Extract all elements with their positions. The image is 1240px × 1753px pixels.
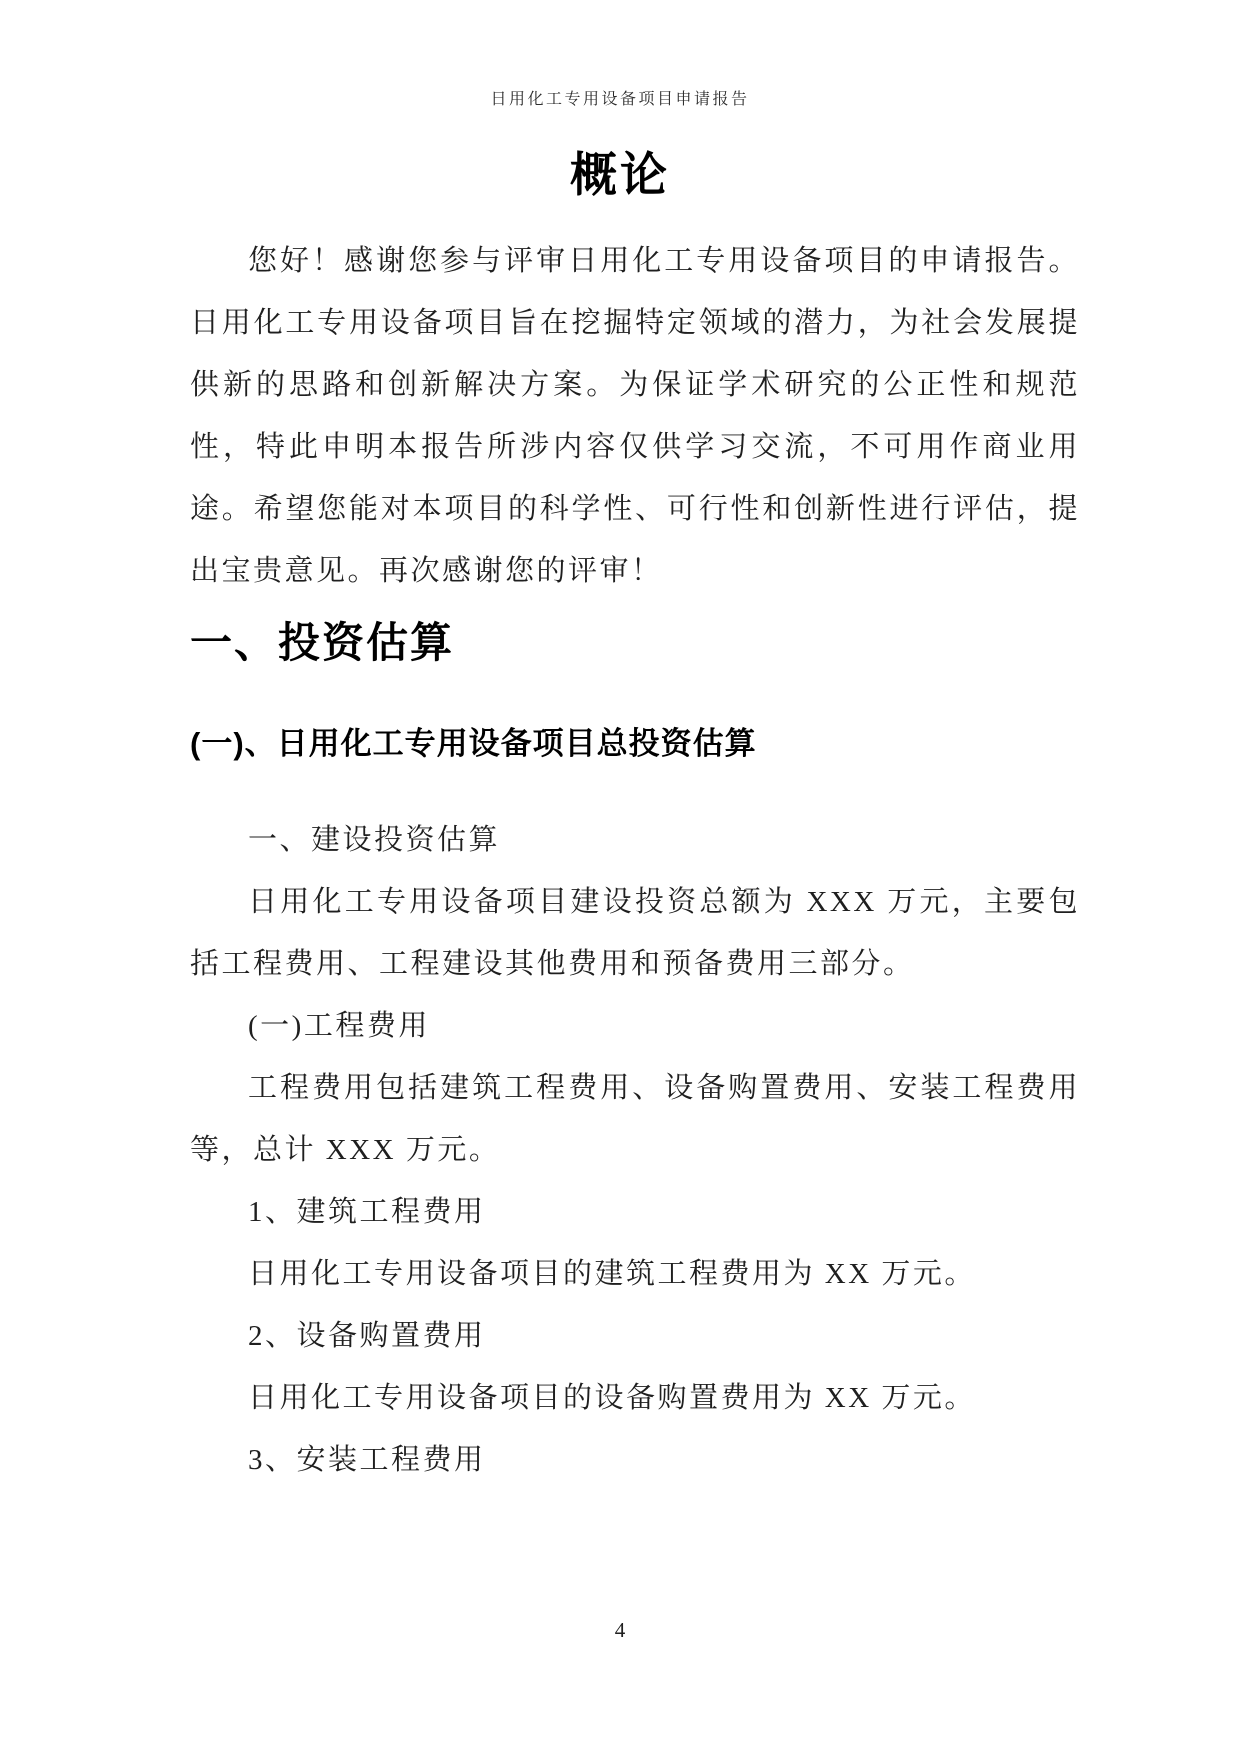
body-paragraph: 一、建设投资估算: [248, 824, 501, 856]
body-paragraph: 3、安装工程费用: [248, 1444, 486, 1476]
page-number: 4: [614, 1618, 626, 1642]
body-paragraph: 日用化工专用设备项目的设备购置费用为 XX 万元。: [248, 1382, 976, 1414]
page-title: 概论: [570, 148, 670, 201]
section-heading-investment-estimate: 一、投资估算: [190, 619, 455, 666]
body-paragraph: 日用化工专用设备项目建设投资总额为 XXX 万元，主要包括工程费用、工程建设其他费用和预备费用三部分。: [190, 886, 1080, 980]
body-paragraph: 2、设备购置费用: [248, 1320, 486, 1352]
intro-paragraph: 您好！感谢您参与评审日用化工专用设备项目的申请报告。日用化工专用设备项目旨在挖掘特定领域的潜力，为社会发展提供新的思路和创新解决方案。为保证学术研究的公正性和规范性，特此申明本报告所涉内容仅供学习交流，不可用作商业用途。希望您能对本项目的科学性、可行性和创新性进行评估，提出宝贵意见。再次感谢您的评审！: [190, 245, 1080, 587]
document-body: [190, 230, 1080, 1491]
body-paragraph: 日用化工专用设备项目的建筑工程费用为 XX 万元。: [248, 1258, 976, 1290]
subsection-heading-total-investment: (一)、日用化工专用设备项目总投资估算: [190, 726, 757, 761]
body-paragraph: 1、建筑工程费用: [248, 1196, 486, 1228]
body-paragraph: (一)工程费用: [248, 1010, 430, 1042]
body-paragraph: 工程费用包括建筑工程费用、设备购置费用、安装工程费用等，总计 XXX 万元。: [190, 1072, 1080, 1166]
document-header-title: 日用化工专用设备项目申请报告: [490, 91, 750, 108]
